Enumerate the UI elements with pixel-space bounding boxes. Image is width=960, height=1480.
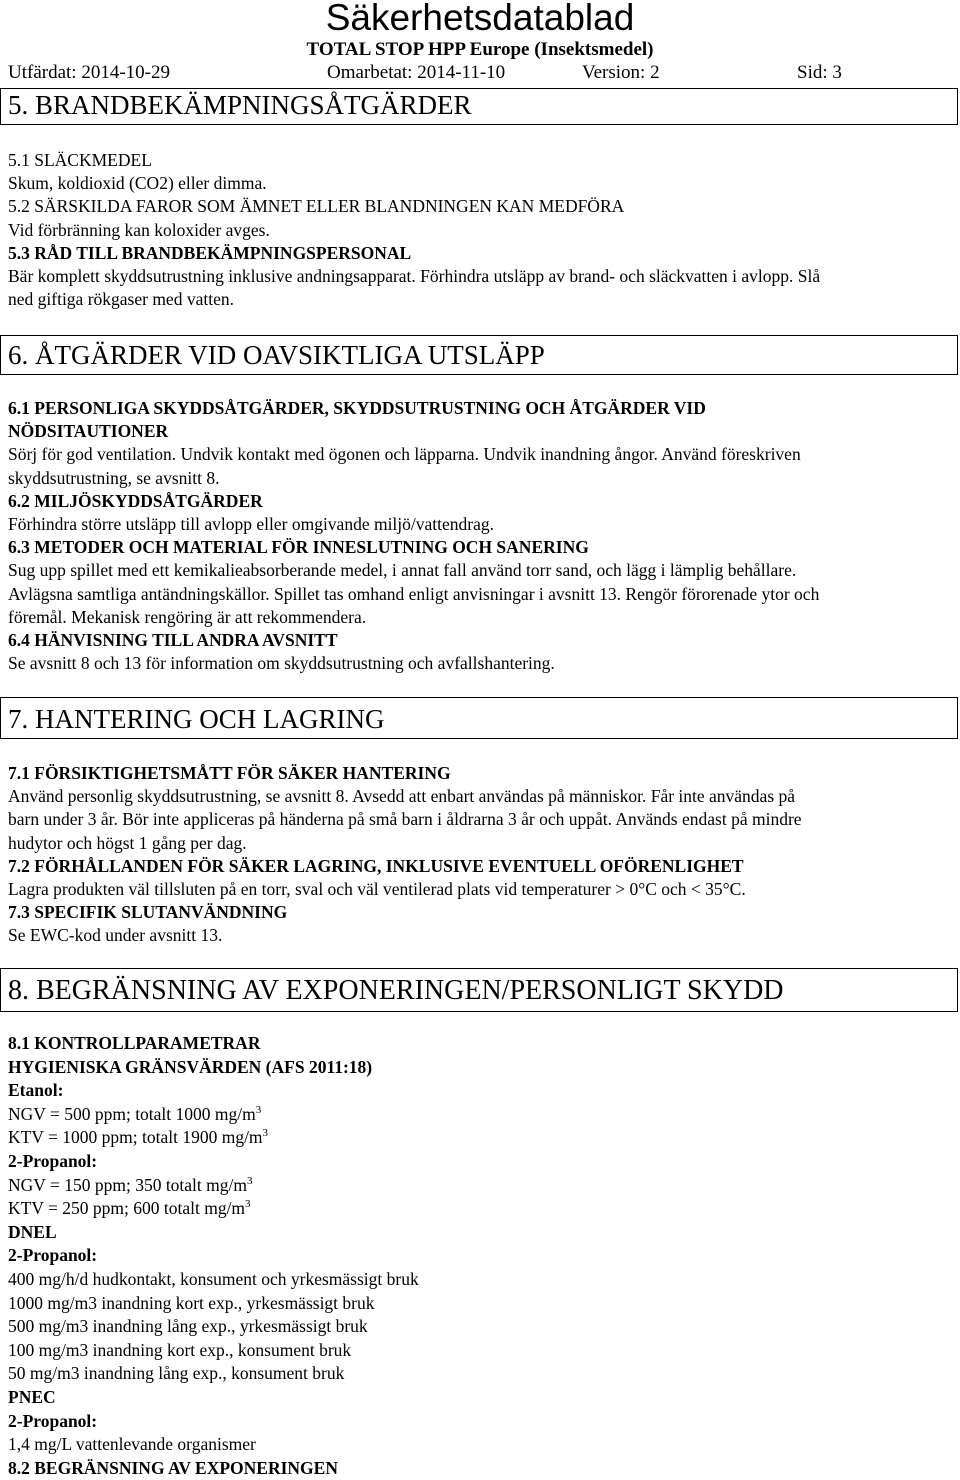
text-7-3: Se EWC-kod under avsnitt 13. xyxy=(8,925,223,946)
subheading-8-1: 8.1 KONTROLLPARAMETRAR xyxy=(8,1033,261,1053)
text-5-1: Skum, koldioxid (CO2) eller dimma. xyxy=(8,173,267,194)
product-name: TOTAL STOP HPP Europe (Insektsmedel) xyxy=(306,39,654,60)
text-5-3b: ned giftiga rökgaser med vatten. xyxy=(8,289,234,310)
subheading-6-4: 6.4 HÄNVISNING TILL ANDRA AVSNITT xyxy=(8,629,338,650)
dnel-value-1: 400 mg/h/d hudkontakt, konsument och yrkesmässigt bruk xyxy=(8,1268,419,1289)
pnec-substance: 2-Propanol: xyxy=(8,1410,98,1431)
text-6-3c: föremål. Mekanisk rengöring är att rekommendera. xyxy=(8,606,367,627)
text-6-1a: Sörj för god ventilation. Undvik kontakt med ögonen och läpparna. Undvik inandning ångor. Använd föreskriven xyxy=(8,444,801,465)
text-5-3a: Bär komplett skyddsutrustning inklusive andningsapparat. Förhindra utsläpp av brand- och släckvatten i avlopp. Slå xyxy=(8,265,821,286)
subheading-7-2: 7.2 FÖRHÅLLANDEN FÖR SÄKER LAGRING, INKLUSIVE EVENTUELL OFÖRENLIGHET xyxy=(8,855,744,876)
section-6-body xyxy=(8,397,954,675)
revised-date: Omarbetat: 2014-11-10 xyxy=(327,62,506,83)
dnel-value-4: 100 mg/m3 inandning kort exp., konsument bruk xyxy=(8,1339,352,1360)
section-7-heading xyxy=(0,697,958,739)
subheading-5-1: 5.1 SLÄCKMEDEL xyxy=(8,150,152,170)
text-7-1a: Använd personlig skyddsutrustning, se avsnitt 8. Avsedd att enbart användas på människor. Får inte användas på xyxy=(8,786,796,807)
text-7-1c: hudytor och högst 1 gång per dag. xyxy=(8,832,247,853)
subheading-6-2: 6.2 MILJÖSKYDDSÅTGÄRDER xyxy=(8,490,263,511)
dnel-substance: 2-Propanol: xyxy=(8,1245,98,1266)
subheading-8-2: 8.2 BEGRÄNSNING AV EXPONERINGEN xyxy=(8,1457,338,1478)
propanol-ktv xyxy=(8,1197,954,1221)
superscript: 3 xyxy=(255,1103,262,1116)
text-6-1b: skyddsutrustning, se avsnitt 8. xyxy=(8,467,220,488)
section-5-title: 5. BRANDBEKÄMPNINGSÅTGÄRDER xyxy=(8,90,472,120)
section-7-title: 7. HANTERING OCH LAGRING xyxy=(8,704,385,734)
superscript: 3 xyxy=(245,1198,251,1211)
section-6-title: 6. ÅTGÄRDER VID OAVSIKTLIGA UTSLÄPP xyxy=(8,340,545,370)
dnel-label: DNEL xyxy=(8,1221,57,1242)
etanol-ngv-text: NGV = 500 ppm; totalt 1000 mg/m xyxy=(8,1103,256,1124)
text-6-3a: Sug upp spillet med ett kemikalieabsorberande medel, i annat fall använd torr sand, och lägg i lämplig behållare. xyxy=(8,560,797,581)
subheading-8-1-limits: HYGIENISKA GRÄNSVÄRDEN (AFS 2011:18) xyxy=(8,1056,373,1077)
subheading-5-2: 5.2 SÄRSKILDA FAROR SOM ÄMNET ELLER BLANDNINGEN KAN MEDFÖRA xyxy=(8,196,625,217)
etanol-ktv-text: KTV = 1000 ppm; totalt 1900 mg/m xyxy=(8,1127,263,1148)
subheading-6-3: 6.3 METODER OCH MATERIAL FÖR INNESLUTNING OCH SANERING xyxy=(8,537,589,558)
text-6-2: Förhindra större utsläpp till avlopp eller omgivande miljö/vattendrag. xyxy=(8,513,495,534)
subheading-7-1: 7.1 FÖRSIKTIGHETSMÅTT FÖR SÄKER HANTERING xyxy=(8,763,451,783)
section-8-body xyxy=(8,1032,954,1480)
superscript: 3 xyxy=(262,1127,269,1140)
substance-etanol: Etanol: xyxy=(8,1080,64,1101)
pnec-value-1: 1,4 mg/L vattenlevande organismer xyxy=(8,1434,256,1455)
dnel-value-5: 50 mg/m3 inandning lång exp., konsument bruk xyxy=(8,1363,345,1384)
subheading-5-3: 5.3 RÅD TILL BRANDBEKÄMPNINGSPERSONAL xyxy=(8,242,412,263)
etanol-ktv xyxy=(8,1126,954,1150)
propanol-ngv-text: NGV = 150 ppm; 350 totalt mg/m xyxy=(8,1174,247,1195)
text-6-4: Se avsnitt 8 och 13 för information om skyddsutrustning och avfallshantering. xyxy=(8,653,555,674)
dnel-value-2: 1000 mg/m3 inandning kort exp., yrkesmässigt bruk xyxy=(8,1292,375,1313)
section-7-body xyxy=(8,762,954,948)
subheading-7-3: 7.3 SPECIFIK SLUTANVÄNDNING xyxy=(8,902,288,923)
etanol-ngv xyxy=(8,1103,954,1127)
issued-date: Utfärdat: 2014-10-29 xyxy=(8,62,170,83)
text-6-3b: Avlägsna samtliga antändningskällor. Spillet tas omhand enligt anvisningar i avsnitt 13. Rengör förorenade ytor och xyxy=(8,583,820,604)
section-6-heading xyxy=(0,335,958,375)
page-number: Sid: 3 xyxy=(797,62,842,83)
dnel-value-3: 500 mg/m3 inandning lång exp., yrkesmässigt bruk xyxy=(8,1316,368,1337)
section-8-title: 8. BEGRÄNSNING AV EXPONERINGEN/PERSONLIGT SKYDD xyxy=(8,975,784,1006)
section-5-heading xyxy=(0,88,958,125)
superscript: 3 xyxy=(247,1174,253,1187)
propanol-ktv-text: KTV = 250 ppm; 600 totalt mg/m xyxy=(8,1198,246,1219)
document-title: Säkerhetsdatablad xyxy=(325,0,635,38)
text-7-2: Lagra produkten väl tillsluten på en torr, sval och väl ventilerad plats vid temperaturer > 0°C och < 35°C. xyxy=(8,878,746,899)
version-label: Version: 2 xyxy=(582,62,660,83)
text-5-2: Vid förbränning kan koloxider avges. xyxy=(8,219,270,240)
pnec-label: PNEC xyxy=(8,1386,56,1407)
text-7-1b: barn under 3 år. Bör inte appliceras på händerna på små barn i åldrarna 3 år och uppåt. Används endast på mindre xyxy=(8,809,802,830)
section-5-body xyxy=(8,149,954,311)
subheading-6-1b: NÖDSITAUTIONER xyxy=(8,421,169,442)
subheading-6-1a: 6.1 PERSONLIGA SKYDDSÅTGÄRDER, SKYDDSUTRUSTNING OCH ÅTGÄRDER VID xyxy=(8,398,706,418)
propanol-ngv xyxy=(8,1174,954,1198)
section-8-heading xyxy=(0,968,958,1012)
substance-propanol: 2-Propanol: xyxy=(8,1150,98,1171)
